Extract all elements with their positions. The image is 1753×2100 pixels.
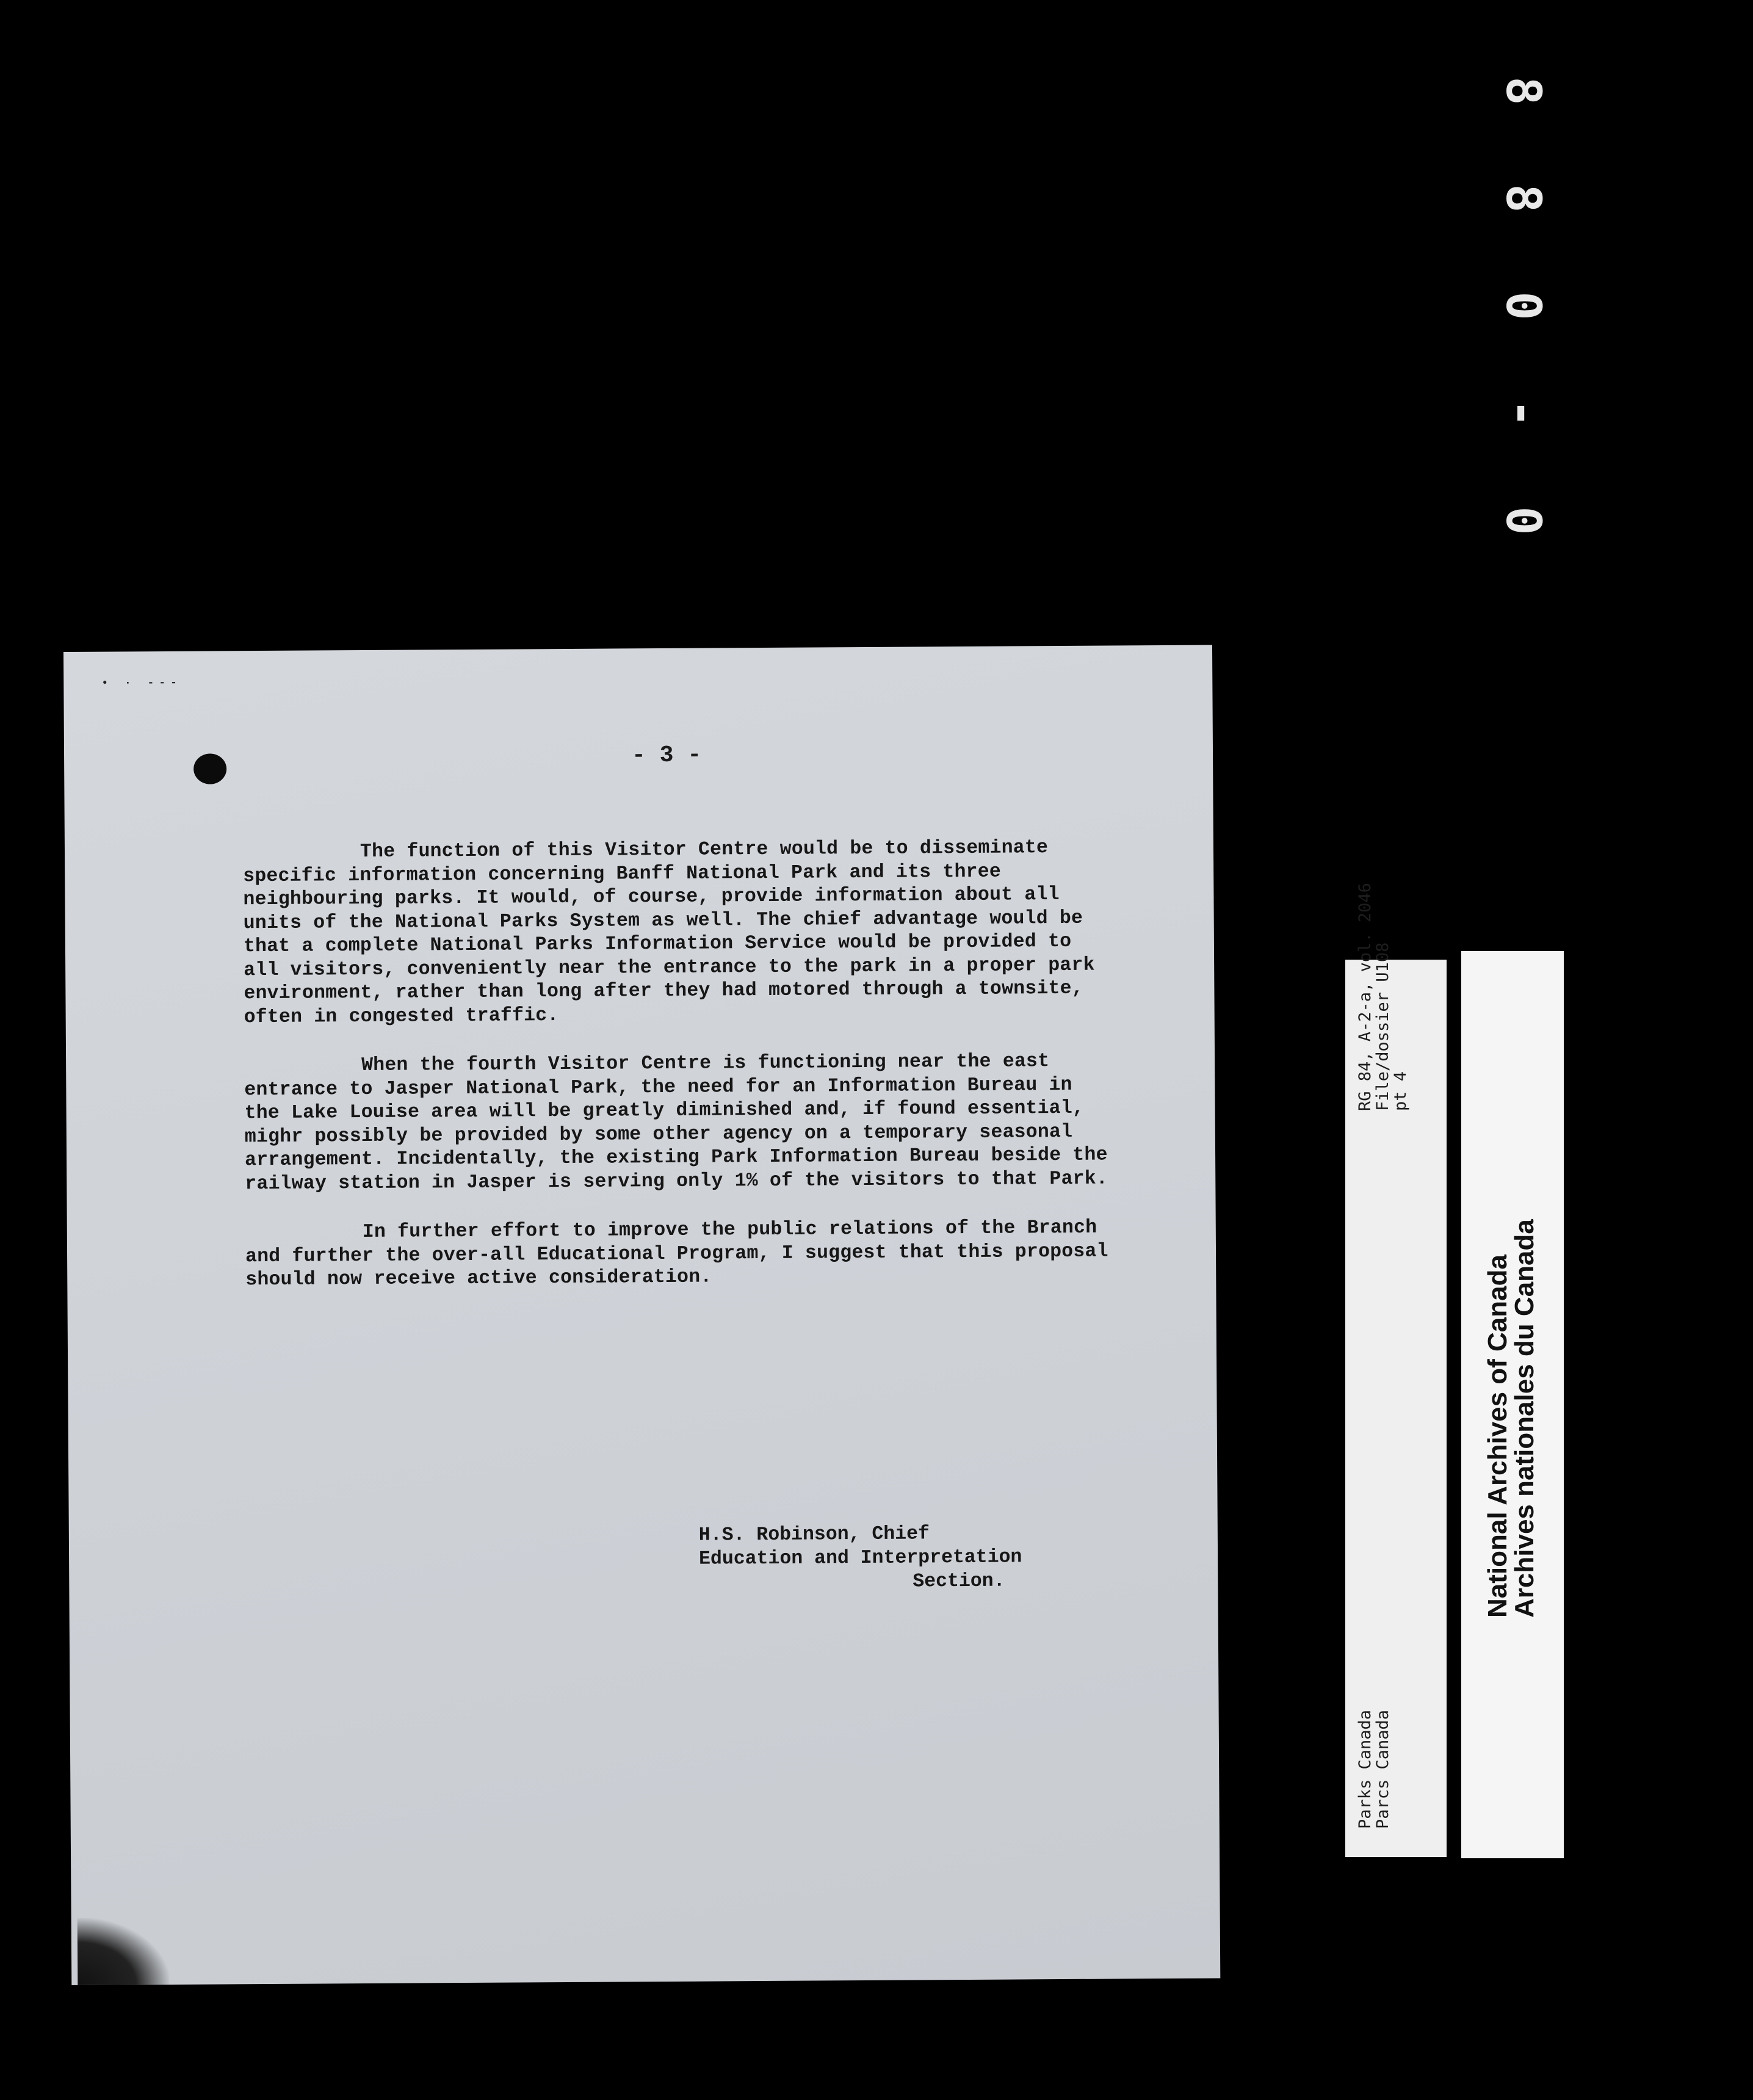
- frame-counter: [1489, 67, 1556, 604]
- agency-text: [1356, 1710, 1392, 1829]
- reference-text: [1356, 883, 1409, 1111]
- paragraph: The function of this Visitor Centre would be to disseminate specific information concerning Banff National Park and its three neighbouring parks. It would, of course, provide information about all units of the National Parks System as well. The chief advantage would be that a complete National Parks Information Service would be provided to all visitors, conveniently near the entrance to the park in a proper park environment, rather than long after they had motored through a townsite, often in congested traffic.: [243, 837, 1095, 1028]
- institution-line-en: National Archives of Canada: [1483, 1255, 1513, 1618]
- reference-line: File/dossier U108: [1373, 942, 1392, 1111]
- frame-digit: 8: [1495, 76, 1550, 106]
- paragraph: In further effort to improve the public relations of the Branch and further the over-all Educational Program, I suggest that this proposal should now receive active consideration.: [245, 1217, 1108, 1291]
- page-number: - 3 -: [631, 742, 702, 769]
- signature-section: Section.: [913, 1570, 1005, 1593]
- document-page: [63, 645, 1220, 1985]
- reference-line: RG 84, A-2-a, vol. 2046: [1356, 883, 1375, 1111]
- agency-line-fr: Parcs Canada: [1373, 1709, 1392, 1829]
- signature-block: [699, 1521, 1022, 1595]
- frame-digit: 8: [1495, 184, 1550, 213]
- top-marks: • · ---: [101, 676, 183, 690]
- signature-name: H.S. Robinson, Chief: [698, 1523, 930, 1546]
- frame-digit: -: [1495, 399, 1550, 428]
- punch-hole: [193, 753, 226, 784]
- frame-digit: 0: [1495, 291, 1550, 320]
- reference-line: pt 4: [1391, 1071, 1410, 1111]
- institution-text: [1484, 1219, 1538, 1618]
- agency-line-en: Parks Canada: [1356, 1709, 1375, 1829]
- signature-title: Education and Interpretation: [698, 1546, 1022, 1570]
- institution-line-fr: Archives nationales du Canada: [1509, 1219, 1539, 1618]
- paragraph: When the fourth Visitor Centre is functioning near the east entrance to Jasper National Park, the need for an Information Bureau in the Lake Louise area will be greatly diminished and, if found essential, mighr possibly be provided by some other agency on a temporary seasonal arrangement. Incidentally, the existing Park Information Bureau beside the railway station in Jasper is serving only 1% of the visitors to that Park.: [244, 1051, 1108, 1195]
- page-corner-shadow: [78, 1917, 170, 1985]
- frame-digit: 0: [1495, 506, 1550, 535]
- body-text: [243, 836, 1113, 1318]
